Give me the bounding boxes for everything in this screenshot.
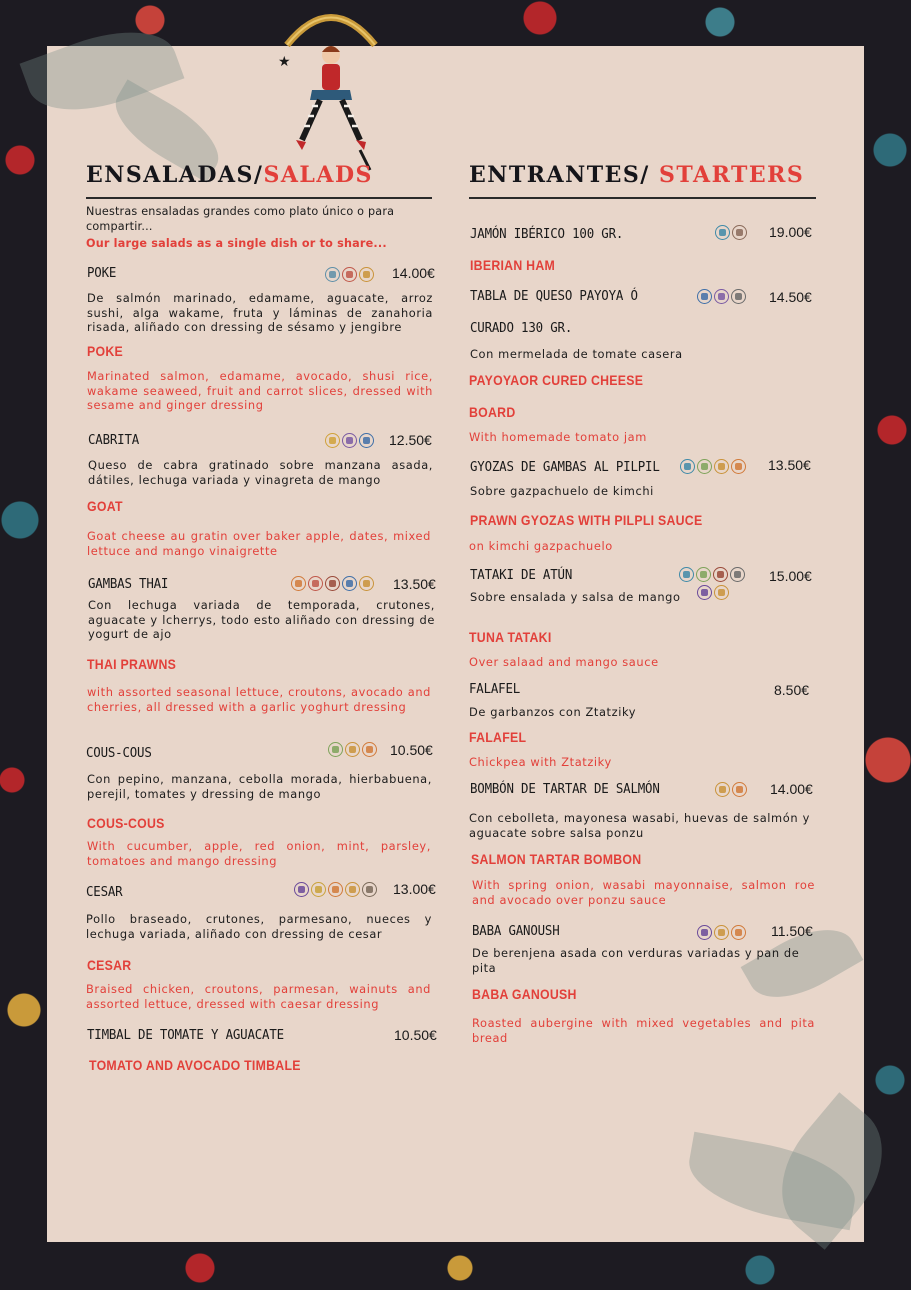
dish-description-es: Sobre ensalada y salsa de mango — [470, 590, 681, 604]
allergen-icon — [294, 882, 309, 897]
dish-name: CABRITA — [88, 432, 140, 448]
allergen-icon — [362, 882, 377, 897]
dish-name-en: IBERIAN HAM — [470, 257, 556, 273]
dish-name: GAMBAS THAI — [88, 576, 169, 592]
allergen-icons — [680, 459, 746, 474]
allergen-icon — [679, 567, 694, 582]
allergen-icon — [311, 882, 326, 897]
allergen-icon — [325, 576, 340, 591]
allergen-icon — [697, 289, 712, 304]
dish-name-en: CESAR — [87, 957, 132, 973]
allergen-icon — [325, 433, 340, 448]
dish-name: FALAFEL — [469, 681, 521, 697]
allergen-icons — [697, 925, 746, 940]
allergen-icon — [328, 882, 343, 897]
allergen-icon — [359, 267, 374, 282]
dish-description-en: on kimchi gazpachuelo — [469, 539, 613, 553]
allergen-icon — [732, 225, 747, 240]
dish-description-en: With homemade tomato jam — [469, 430, 647, 444]
dish-price: 10.50€ — [390, 742, 433, 758]
dish-description-en: with assorted seasonal lettuce, croutons, avocado and cherries, all dressed with a garlic yoghurt dressing — [87, 685, 431, 714]
allergen-icon — [291, 576, 306, 591]
dish-description-es: Con lechuga variada de temporada, crutones, aguacate y lcherrys, todo esto aliñado con dressing de yogurt de ajo — [88, 598, 435, 642]
dish-name: BABA GANOUSH — [472, 923, 560, 939]
allergen-icon — [345, 742, 360, 757]
starters-title-es: ENTRANTES/ — [469, 162, 650, 188]
allergen-icon — [714, 459, 729, 474]
dish-name-en: PRAWN GYOZAS WITH PILPLI SAUCE — [470, 512, 703, 528]
dish-description-en: Roasted aubergine with mixed vegetables and pita bread — [472, 1016, 815, 1045]
allergen-icon — [697, 925, 712, 940]
allergen-icon — [715, 225, 730, 240]
allergen-icons — [294, 882, 377, 897]
dish-description-en: Chickpea with Ztatziky — [469, 755, 612, 769]
allergen-icon — [680, 459, 695, 474]
dish-price: 14.00€ — [770, 781, 813, 797]
dish-description-es: Pollo braseado, crutones, parmesano, nueces y lechuga variada, aliñado con dressing de cesar — [86, 912, 432, 941]
dish-name-line2: CURADO 130 GR. — [470, 320, 573, 336]
dish-name-en: FALAFEL — [469, 729, 527, 745]
dish-description-en: Over salaad and mango sauce — [469, 655, 659, 669]
allergen-icons — [325, 267, 374, 282]
starters-divider — [469, 197, 816, 199]
dish-name-en: PAYOYAOR CURED CHEESE — [469, 372, 644, 388]
dish-description-es: Sobre gazpachuelo de kimchi — [470, 484, 654, 498]
allergen-icons — [715, 225, 747, 240]
allergen-icon — [308, 576, 323, 591]
allergen-icons — [679, 567, 751, 582]
dish-description-es: Con cebolleta, mayonesa wasabi, huevas de salmón y aguacate sobre salsa ponzu — [469, 811, 810, 840]
dish-description-en: Marinated salmon, edamame, avocado, shusi rice, wakame seaweed, fruit and carrot slices, dressed with sesame and ginger dressing — [87, 369, 433, 413]
allergen-icons — [325, 433, 374, 448]
dish-name: POKE — [87, 265, 117, 281]
allergen-icons — [697, 289, 746, 304]
salads-intro-es: Nuestras ensaladas grandes como plato único o para compartir... — [86, 205, 395, 233]
allergen-icon — [731, 459, 746, 474]
dish-price: 13.50€ — [393, 576, 436, 592]
allergen-icon — [715, 782, 730, 797]
dish-price: 10.50€ — [394, 1027, 437, 1043]
dish-name: TIMBAL DE TOMATE Y AGUACATE — [87, 1027, 284, 1043]
allergen-icon — [714, 585, 729, 600]
dish-description-es: De berenjena asada con verduras variadas y pan de pita — [472, 946, 800, 975]
dish-price: 19.00€ — [769, 224, 812, 240]
allergen-icon — [342, 267, 357, 282]
salads-divider — [86, 197, 432, 199]
allergen-icon — [342, 433, 357, 448]
allergen-icon — [345, 882, 360, 897]
svg-text:★: ★ — [278, 54, 291, 70]
allergen-icon — [362, 742, 377, 757]
dish-price: 12.50€ — [389, 432, 432, 448]
allergen-icon — [359, 576, 374, 591]
allergen-icon — [697, 585, 712, 600]
allergen-icon — [325, 267, 340, 282]
dish-description-en: With spring onion, wasabi mayonnaise, salmon roe and avocado over ponzu sauce — [472, 878, 815, 907]
dish-price: 13.50€ — [768, 457, 811, 473]
dish-name-en: THAI PRAWNS — [87, 656, 177, 672]
allergen-icons — [328, 742, 377, 757]
dish-price: 15.00€ — [769, 568, 812, 584]
allergen-icon — [714, 925, 729, 940]
dish-name-en: GOAT — [87, 498, 123, 514]
allergen-icon — [697, 459, 712, 474]
pinup-illustration — [272, 0, 390, 175]
dish-name-en: TOMATO AND AVOCADO TIMBALE — [89, 1057, 301, 1073]
dish-name-en: TUNA TATAKI — [469, 629, 552, 645]
dish-name-en: BABA GANOUSH — [472, 986, 577, 1002]
allergen-icons — [697, 585, 729, 600]
starters-title — [469, 162, 804, 188]
dish-name-en: POKE — [87, 343, 123, 359]
dish-price: 14.00€ — [392, 265, 435, 281]
dish-description-es: Queso de cabra gratinado sobre manzana asada, dátiles, lechuga variada y vinagreta de mango — [88, 458, 433, 487]
dish-price: 14.50€ — [769, 289, 812, 305]
dish-name: CESAR — [86, 884, 123, 900]
allergen-icon — [714, 289, 729, 304]
dish-description-es: De salmón marinado, edamame, aguacate, arroz sushi, alga wakame, fruta y láminas de zanahoria risada, aliñado con dressing de sésamo y jengibre — [87, 291, 433, 335]
dish-description-es: De garbanzos con Ztatziky — [469, 705, 637, 719]
allergen-icon — [359, 433, 374, 448]
allergen-icon — [731, 925, 746, 940]
salads-intro-en: Our large salads as a single dish or to share... — [86, 237, 387, 250]
allergen-icon — [713, 567, 728, 582]
dish-name-en: COUS-COUS — [87, 815, 165, 831]
salads-title-en: SALADS — [263, 162, 373, 188]
dish-description-en: With cucumber, apple, red onion, mint, parsley, tomatoes and mango dressing — [87, 839, 431, 868]
dish-name-en-line2: BOARD — [469, 404, 516, 420]
dish-name: JAMÓN IBÉRICO 100 GR. — [470, 226, 624, 242]
dish-price: 11.50€ — [771, 923, 813, 939]
salads-title — [86, 162, 373, 188]
dish-description-en: Braised chicken, croutons, parmesan, wainuts and assorted lettuce, dressed with caesar dressing — [86, 982, 431, 1011]
dish-description-es: Con mermelada de tomate casera — [470, 347, 683, 361]
dish-name: BOMBÓN DE TARTAR DE SALMÓN — [470, 781, 660, 797]
allergen-icons — [715, 782, 747, 797]
allergen-icon — [732, 782, 747, 797]
allergen-icon — [730, 567, 745, 582]
dish-price: 13.00€ — [393, 881, 436, 897]
dish-name: COUS-COUS — [86, 745, 152, 761]
dish-name: TATAKI DE ATÚN — [470, 567, 573, 583]
dish-name-en: SALMON TARTAR BOMBON — [471, 851, 642, 867]
salads-title-es: ENSALADAS/ — [86, 162, 264, 188]
allergen-icon — [328, 742, 343, 757]
starters-title-en: STARTERS — [658, 162, 805, 188]
allergen-icons — [291, 576, 374, 591]
dish-description-en: Goat cheese au gratin over baker apple, dates, mixed lettuce and mango vinaigrette — [87, 529, 431, 558]
dish-description-es: Con pepino, manzana, cebolla morada, hierbabuena, perejil, tomates y dressing de mango — [87, 772, 432, 801]
allergen-icon — [696, 567, 711, 582]
allergen-icon — [342, 576, 357, 591]
dish-price: 8.50€ — [774, 682, 810, 698]
dish-name: TABLA DE QUESO PAYOYA Ó — [470, 288, 638, 304]
dish-name: GYOZAS DE GAMBAS AL PILPIL — [470, 459, 660, 475]
allergen-icon — [731, 289, 746, 304]
